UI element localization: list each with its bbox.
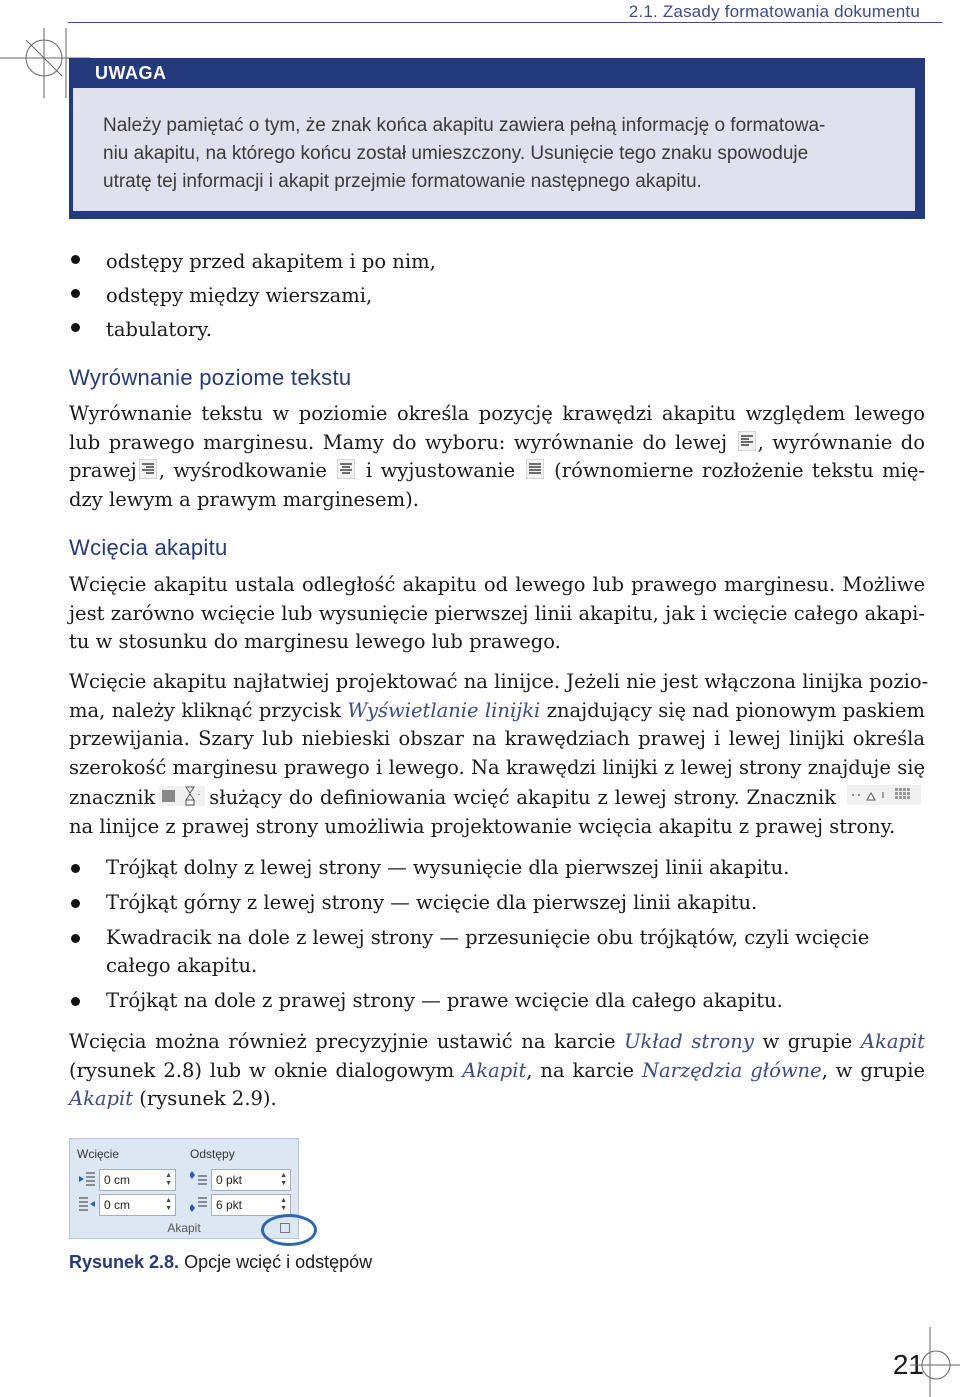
- text-line: znacznik służący do definiowania wcięć akapitu z lewej strony. Znacznik: [69, 782, 925, 813]
- text-line: szerokość marginesu prawego i lewego. Na krawędzi linijki z lewej strony znajduje się: [69, 755, 925, 779]
- text-line: tu w stosunku do marginesu lewego lub prawego.: [69, 630, 561, 653]
- group-label: Akapit: [167, 1221, 201, 1235]
- text-line: prawej , wyśrodkowanie i wyjustowanie (równomierne rozłożenie tekstu mię-: [69, 459, 925, 482]
- paragraph-precise: [69, 1028, 925, 1114]
- text-line: Wcięcie akapitu ustala odległość akapitu od lewego lub prawego marginesu. Możliwe: [69, 573, 925, 596]
- align-center-icon: [337, 459, 355, 479]
- indent-label: Wcięcie: [77, 1147, 120, 1161]
- text-line: (rysunek 2.8) lub w oknie dialogowym Akapit, na karcie Narzędzia główne, w grupie: [69, 1058, 925, 1082]
- note-line: Należy pamiętać o tym, że znak końca akapitu zawiera pełną informację o formatowa-: [103, 115, 826, 136]
- crop-mark-icon: [910, 1327, 960, 1397]
- align-right-icon: [139, 459, 157, 479]
- ui-term: Wyświetlanie linijki: [347, 698, 541, 722]
- text-line: dzy lewym a prawym marginesem).: [69, 487, 419, 511]
- spacing-after-icon: [190, 1195, 208, 1213]
- header-rule: [68, 22, 942, 23]
- text-line: Wyrównanie tekstu w poziomie określa pozycję krawędzi akapitu względem lewego: [69, 402, 925, 425]
- ui-term: Narzędzia główne: [641, 1058, 822, 1082]
- text-line: Wcięcie akapitu najłatwiej projektować na linijce. Jeżeli nie jest włączona linijka pozio-: [69, 670, 929, 693]
- indent-left-icon: [78, 1170, 96, 1188]
- indent-right-icon: [78, 1195, 96, 1213]
- paragraph-ruler: [69, 668, 929, 842]
- highlight-circle: [261, 1214, 317, 1246]
- paragraph-indent-intro: [69, 571, 925, 657]
- note-title: UWAGA: [95, 63, 167, 83]
- note-body: [73, 88, 915, 211]
- ui-term: Układ strony: [624, 1030, 754, 1053]
- left-indent-marker-icon: [159, 784, 205, 808]
- page-number: 21: [892, 1349, 924, 1380]
- ui-term: Akapit: [860, 1030, 926, 1053]
- note-line: niu akapitu, na którego końcu został umieszczony. Usunięcie tego znaku spowoduje: [103, 143, 809, 164]
- spinner-arrows-icon: ▲ ▼: [280, 1197, 287, 1212]
- align-left-icon: [738, 431, 756, 451]
- ui-term: Akapit: [69, 1087, 134, 1110]
- section-heading: Wcięcia akapitu: [69, 535, 228, 560]
- note-text: [103, 112, 898, 196]
- ui-term: Akapit: [462, 1058, 527, 1082]
- bullet-list-indent: [69, 854, 925, 1015]
- list-item: odstępy przed akapitem i po nim,: [69, 245, 925, 279]
- right-indent-marker-icon: [847, 784, 921, 806]
- spinner-arrows-icon: ▲ ▼: [165, 1197, 172, 1212]
- text-line: lub prawego marginesu. Mamy do wyboru: wyrównanie do lewej , wyrównanie do: [69, 430, 925, 454]
- text-line: Akapit (rysunek 2.9).: [69, 1087, 277, 1110]
- indent-right-input[interactable]: 0 cm ▲ ▼: [99, 1194, 176, 1216]
- text-line: Wcięcia można również precyzyjnie ustawić na karcie Układ strony w grupie Akapit: [69, 1030, 926, 1053]
- note-line: utratę tej informacji i akapit przejmie formatowanie następnego akapitu.: [103, 171, 702, 192]
- running-head: 2.1. Zasady formatowania dokumentu: [628, 2, 920, 21]
- text-line: przewijania. Szary lub niebieski obszar na krawędziach prawej i lewej linijki określa: [69, 727, 925, 750]
- list-item: Trójkąt górny z lewej strony — wcięcie dla pierwszej linii akapitu.: [69, 889, 925, 917]
- spinner-arrows-icon: ▲ ▼: [165, 1172, 172, 1187]
- section-heading: Wyrównanie poziome tekstu: [69, 365, 352, 390]
- list-item: Trójkąt na dole z prawej strony — prawe wcięcie dla całego akapitu.: [69, 987, 925, 1015]
- spacing-after-input[interactable]: 6 pkt ▲ ▼: [211, 1194, 291, 1216]
- text-line: ma, należy kliknąć przycisk Wyświetlanie linijki znajdujący się nad pionowym paskiem: [69, 698, 926, 722]
- spinner-arrows-icon: ▲ ▼: [280, 1172, 287, 1187]
- indent-left-input[interactable]: 0 cm ▲ ▼: [99, 1169, 176, 1191]
- align-justify-icon: [526, 459, 544, 479]
- spacing-before-icon: [190, 1170, 208, 1188]
- paragraph-alignment: [69, 400, 925, 514]
- list-item: Kwadracik na dole z lewej strony — przesunięcie obu trójkątów, czyli wcięcie całego akapitu.: [69, 924, 925, 980]
- figure-caption: Rysunek 2.8. Opcje wcięć i odstępów: [69, 1252, 373, 1272]
- list-item: Trójkąt dolny z lewej strony — wysunięcie dla pierwszej linii akapitu.: [69, 854, 925, 882]
- list-item: tabulatory.: [69, 313, 925, 347]
- text-line: jest zarówno wcięcie lub wysunięcie pierwszej linii akapitu, jak i wcięcie całego akapi-: [69, 601, 925, 625]
- text-line: na linijce z prawej strony umożliwia projektowanie wcięcia akapitu z prawej strony.: [69, 815, 896, 838]
- spacing-label: Odstępy: [190, 1147, 235, 1161]
- list-item: odstępy między wierszami,: [69, 279, 925, 313]
- bullet-list-top: [69, 245, 925, 347]
- spacing-before-input[interactable]: 0 pkt ▲ ▼: [211, 1169, 291, 1191]
- note-box: [69, 58, 925, 219]
